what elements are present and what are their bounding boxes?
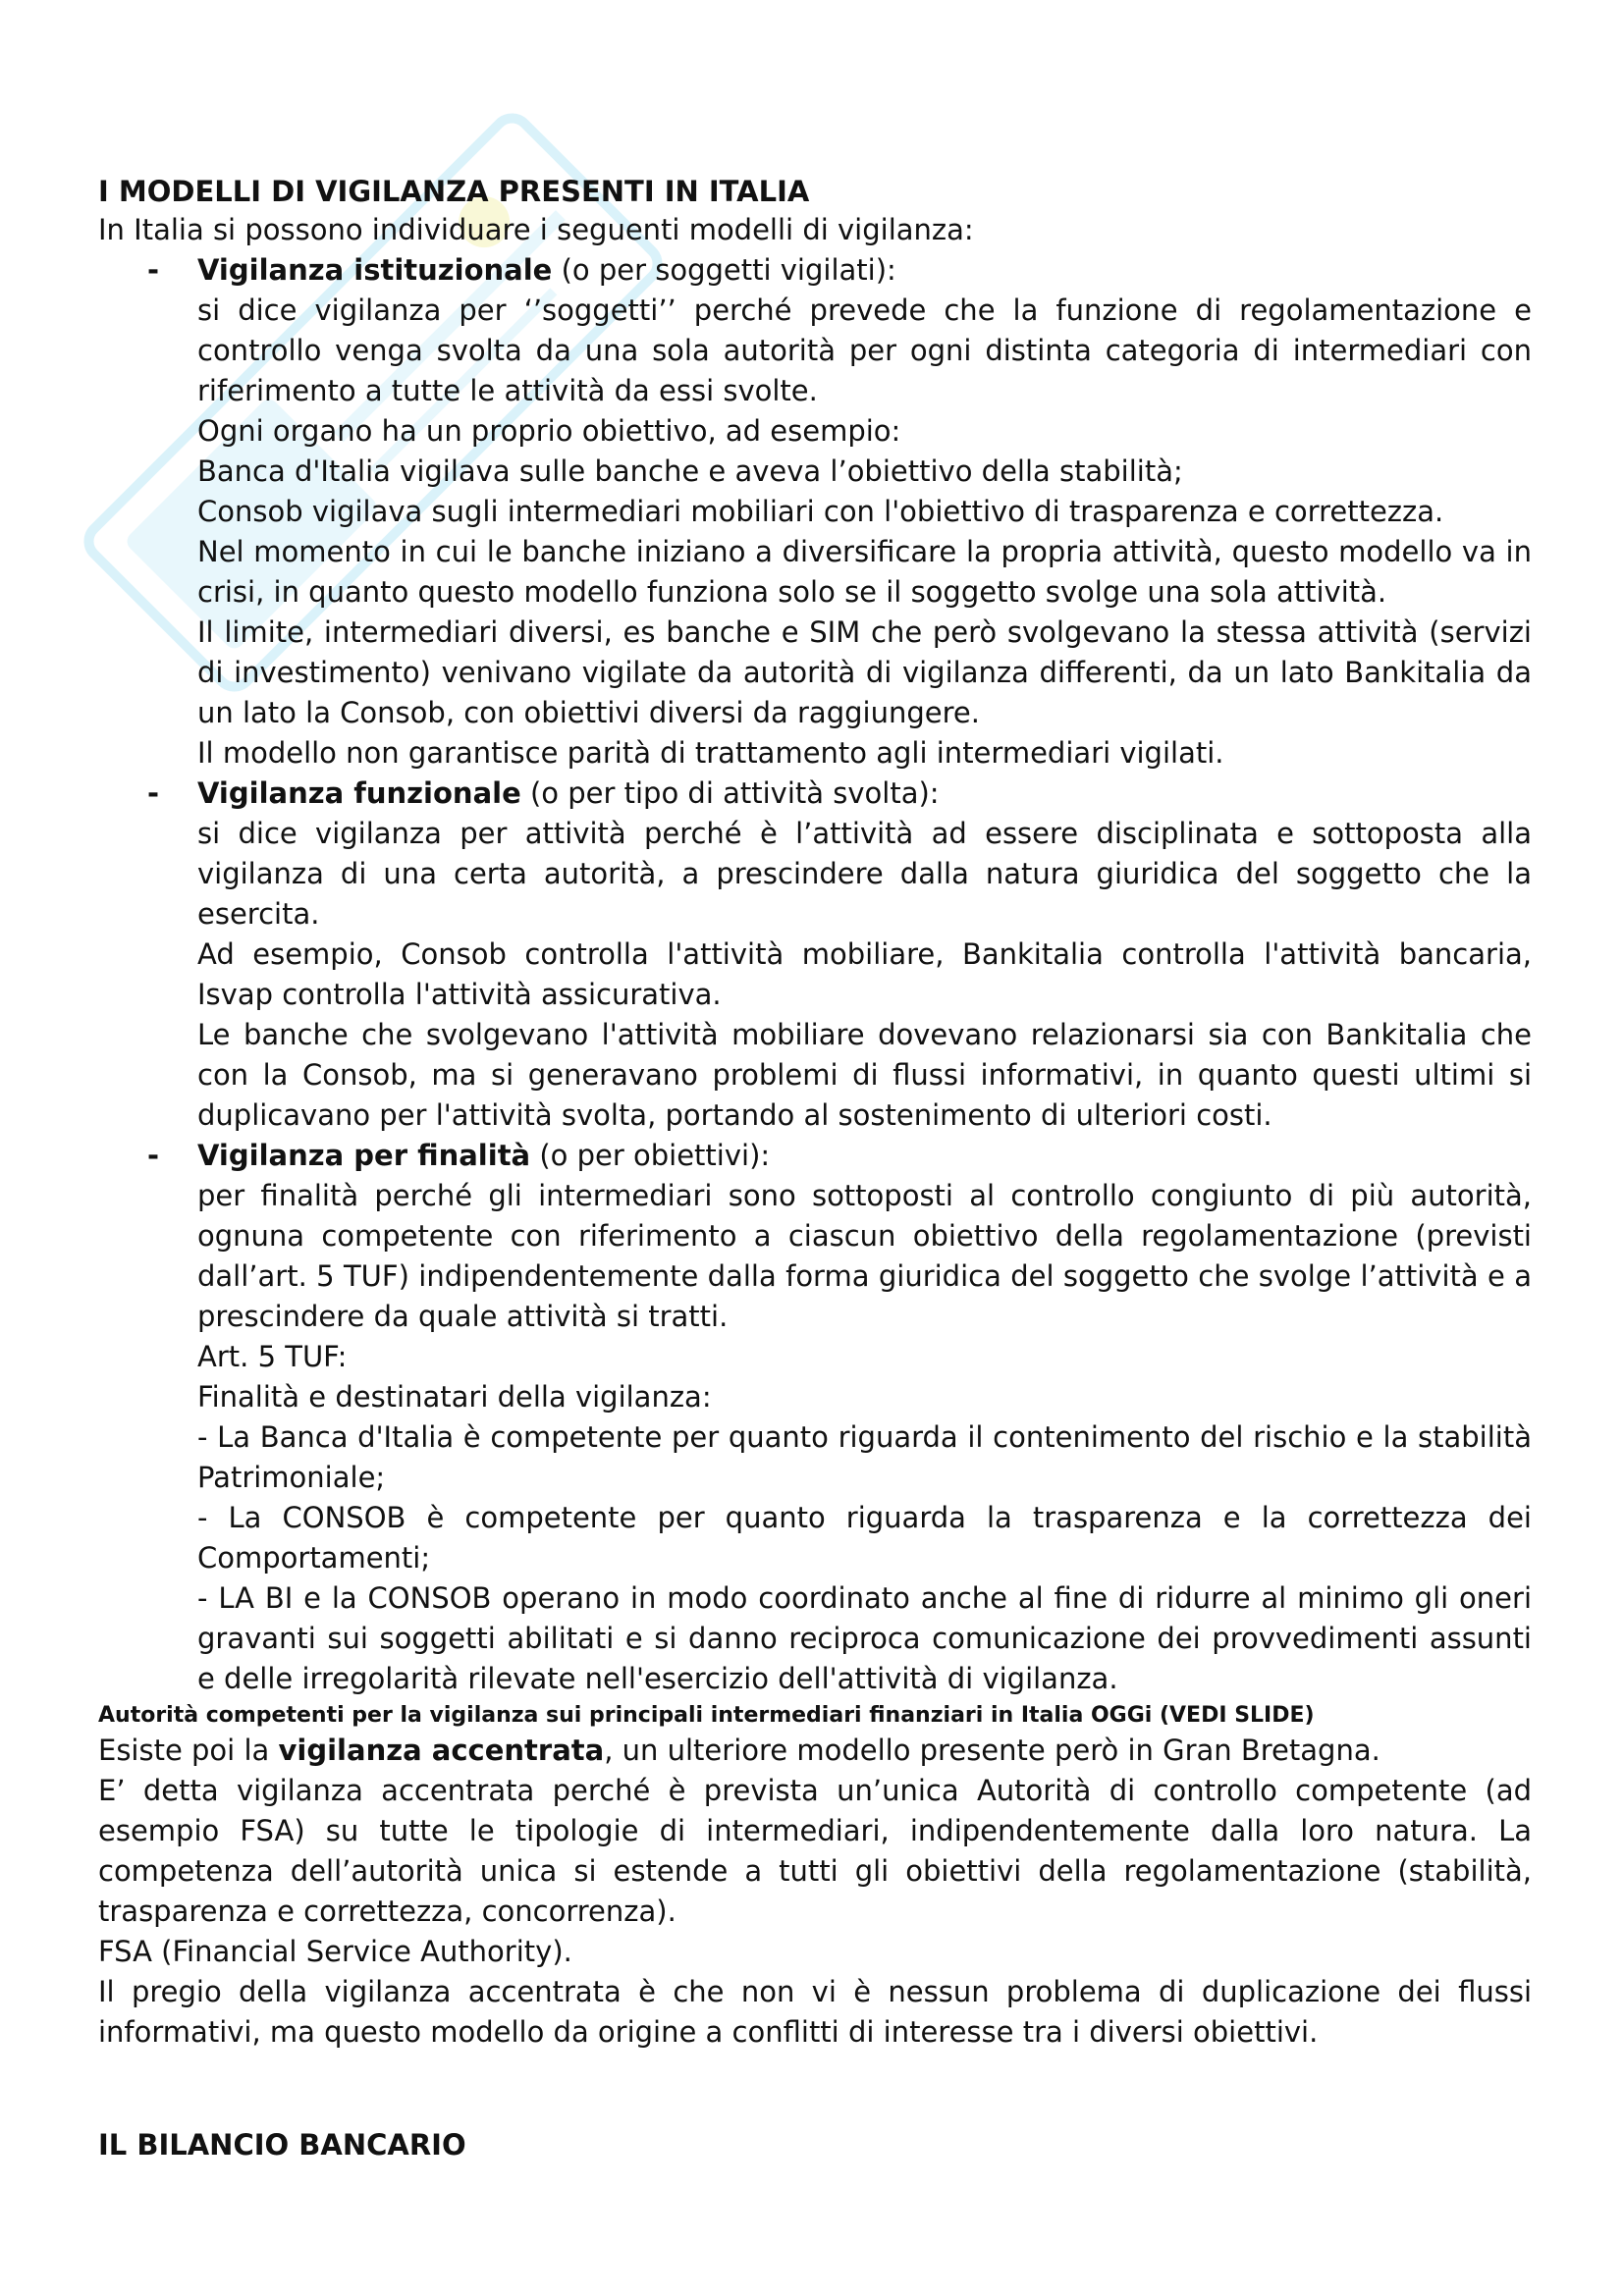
bullet-dash: - [147, 1139, 160, 1172]
bullet-heading: Vigilanza funzionale [197, 776, 521, 810]
section-title-bilancio: IL BILANCIO BANCARIO [98, 2128, 466, 2162]
bullet-heading: Vigilanza per finalità [197, 1139, 531, 1172]
bullet-dash: - [147, 253, 160, 287]
accentrata-suffix: , un ulteriore modello presente però in Gran Bretagna. [604, 1734, 1380, 1767]
accentrata-prefix: Esiste poi la [98, 1734, 279, 1767]
paragraph: Finalità e destinatari della vigilanza: [197, 1380, 712, 1414]
paragraph: Art. 5 TUF: [197, 1340, 348, 1373]
intro-text: In Italia si possono individuare i seguenti modelli di vigilanza: [98, 213, 974, 246]
bullet-dash: - [147, 776, 160, 810]
accentrata-line [98, 1731, 1532, 1771]
bullet-heading-line [197, 250, 1532, 291]
bullet-heading-line [197, 774, 1532, 814]
models-list [98, 250, 1532, 1699]
paragraph: - La CONSOB è competente per quanto riguarda la trasparenza e la correttezza dei Comportamenti; [197, 1501, 1532, 1575]
list-item [98, 774, 1532, 1136]
section-title: I MODELLI DI VIGILANZA PRESENTI IN ITALIA [98, 175, 810, 208]
paragraph: si dice vigilanza per ‘’soggetti’’ perché prevede che la funzione di regolamentazione e controllo venga svolta da una sola autorità per ogni distinta categoria di intermediari con riferimento a tutte le attività da essi svolte. [197, 294, 1532, 407]
bullet-heading-suffix: (o per tipo di attività svolta): [520, 776, 940, 810]
bullet-heading: Vigilanza istituzionale [197, 253, 553, 287]
document-body [98, 173, 1532, 2053]
paragraph: Nel momento in cui le banche iniziano a diversificare la propria attività, questo modello va in crisi, in quanto questo modello funziona solo se il soggetto svolge una sola attività. [197, 535, 1532, 609]
bullet-heading-line [197, 1136, 1532, 1176]
paragraph: Ogni organo ha un proprio obiettivo, ad esempio: [197, 414, 901, 448]
paragraph: si dice vigilanza per attività perché è l’attività ad essere disciplinata e sottoposta alla vigilanza di una certa autorità, a prescindere dalla natura giuridica del soggetto che la esercita. [197, 817, 1532, 931]
paragraph: per finalità perché gli intermediari sono sottoposti al controllo congiunto di più autorità, ognuna competente con riferimento a ciascun obiettivo della regolamentazione (previsti dall’art. 5 TUF) indipendentemente dalla forma giuridica del soggetto che svolge l’attività e a prescindere da quale attività si tratti. [197, 1179, 1532, 1333]
paragraph: E’ detta vigilanza accentrata perché è prevista un’unica Autorità di controllo competente (ad esempio FSA) su tutte le tipologie di intermediari, indipendentemente dalla loro natura. La competenza dell’autorità unica si estende a tutti gli obiettivi della regolamentazione (stabilità, trasparenza e correttezza, concorrenza). [98, 1774, 1532, 1928]
paragraph: Il pregio della vigilanza accentrata è che non vi è nessun problema di duplicazione dei flussi informativi, ma questo modello da origine a conflitti di interesse tra i diversi obiettivi. [98, 1975, 1532, 2049]
paragraph: Il modello non garantisce parità di trattamento agli intermediari vigilati. [197, 736, 1224, 770]
paragraph: Ad esempio, Consob controlla l'attività mobiliare, Bankitalia controlla l'attività bancaria, Isvap controlla l'attività assicurativa. [197, 937, 1532, 1011]
list-item [98, 250, 1532, 774]
paragraph: Banca d'Italia vigilava sulle banche e aveva l’obiettivo della stabilità; [197, 454, 1183, 488]
paragraph: - La Banca d'Italia è competente per quanto riguarda il contenimento del rischio e la stabilità Patrimoniale; [197, 1420, 1532, 1494]
paragraph: Il limite, intermediari diversi, es banche e SIM che però svolgevano la stessa attività (servizi di investimento) venivano vigilate da autorità di vigilanza differenti, da un lato Bankitalia da un lato la Consob, con obiettivi diversi da raggiungere. [197, 615, 1532, 729]
list-item [98, 1136, 1532, 1699]
slide-note: Autorità competenti per la vigilanza sui principali intermediari finanziari in Italia OGGi (VEDI SLIDE) [98, 1703, 1315, 1728]
bullet-heading-suffix: (o per soggetti vigilati): [552, 253, 896, 287]
paragraph: - LA BI e la CONSOB operano in modo coordinato anche al fine di ridurre al minimo gli oneri gravanti sui soggetti abilitati e si danno reciproca comunicazione dei provvedimenti assunti e delle irregolarità rilevate nell'esercizio dell'attività di vigilanza. [197, 1581, 1532, 1695]
paragraph: FSA (Financial Service Authority). [98, 1935, 572, 1968]
bullet-heading-suffix: (o per obiettivi): [530, 1139, 771, 1172]
paragraph: Le banche che svolgevano l'attività mobiliare dovevano relazionarsi sia con Bankitalia che con la Consob, ma si generavano problemi di flussi informativi, in quanto questi ultimi si duplicavano per l'attività svolta, portando al sostenimento di ulteriori costi. [197, 1018, 1532, 1132]
paragraph: Consob vigilava sugli intermediari mobiliari con l'obiettivo di trasparenza e correttezza. [197, 495, 1444, 528]
accentrata-bold: vigilanza accentrata [278, 1734, 605, 1767]
